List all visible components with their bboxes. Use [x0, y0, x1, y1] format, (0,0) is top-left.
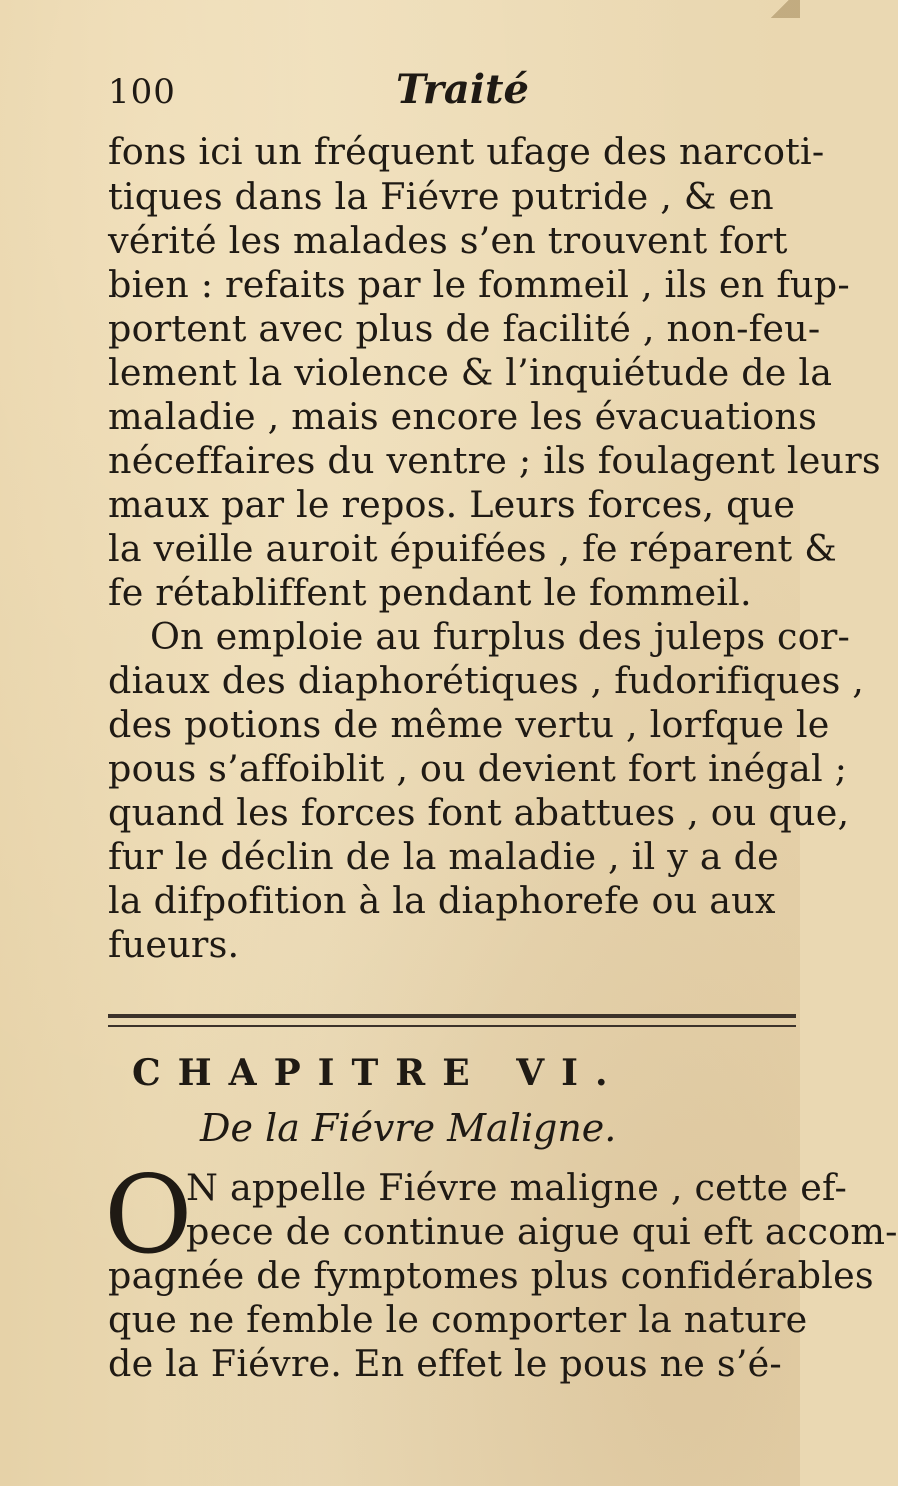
chapter-line: que ne femble le comporter la nature — [108, 1298, 808, 1341]
body-line: bien : refaits par le fommeil , ils en fup- — [108, 263, 850, 306]
page-number: 100 — [108, 72, 176, 112]
paragraph-first-line: On emploie au furplus des juleps cor- — [150, 615, 851, 658]
body-line: vérité les malades s’en trouvent fort — [108, 219, 788, 262]
body-line: diaux des diaphorétiques , fudorifiques , — [108, 659, 865, 702]
body-line: pous s’affoiblit , ou devient fort inégal ; — [108, 747, 848, 790]
body-line: maladie , mais encore les évacuations — [108, 395, 818, 438]
chapter-subtitle: De la Fiévre Maligne. — [200, 1106, 617, 1150]
drop-cap: O — [104, 1153, 193, 1278]
section-rule-thick — [108, 1014, 796, 1018]
body-line: lement la violence & l’inquiétude de la — [108, 351, 833, 394]
page-header — [108, 66, 748, 113]
chapter-line: pagnée de fymptomes plus confidérables — [108, 1254, 874, 1297]
chapter-line: N appelle Fiévre maligne , cette ef- — [186, 1166, 847, 1209]
page-corner-stain — [760, 0, 800, 18]
body-line: fons ici un fréquent ufage des narcoti- — [108, 130, 825, 173]
chapter-heading: CHAPITRE VI. — [132, 1052, 625, 1094]
chapter-line: pece de continue aigue qui eft accom- — [186, 1210, 898, 1253]
body-line: fueurs. — [108, 923, 240, 966]
chapter-line: de la Fiévre. En effet le pous ne s’é- — [108, 1342, 782, 1385]
body-line: quand les forces font abattues , ou que, — [108, 791, 850, 834]
body-line: des potions de même vertu , lorfque le — [108, 703, 830, 746]
body-line: maux par le repos. Leurs forces, que — [108, 483, 796, 526]
body-line: la difpofition à la diaphorefe ou aux — [108, 879, 776, 922]
body-line: portent avec plus de facilité , non-feu- — [108, 307, 821, 350]
running-title: Traité — [396, 66, 529, 113]
body-line: néceffaires du ventre ; ils foulagent leurs — [108, 439, 881, 482]
body-line: fe rétabliffent pendant le fommeil. — [108, 571, 752, 614]
body-line: la veille auroit épuifées , fe réparent & — [108, 527, 837, 570]
body-line: tiques dans la Fiévre putride , & en — [108, 175, 774, 218]
body-line: fur le déclin de la maladie , il y a de — [108, 835, 779, 878]
section-rule-thin — [108, 1025, 796, 1027]
